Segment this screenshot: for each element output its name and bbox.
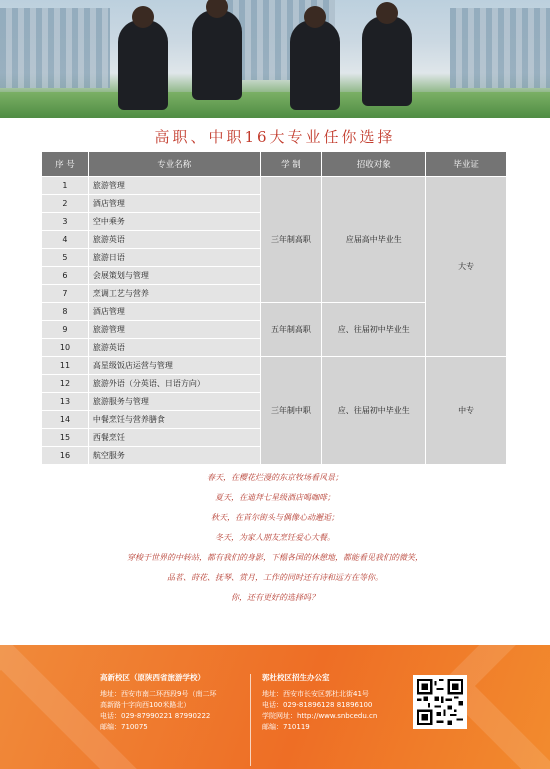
campus-guodu <box>262 672 402 733</box>
poem-line: 冬天，为家人朋友烹饪爱心大餐。 <box>215 533 335 542</box>
header-cell: 招收对象 <box>322 152 426 177</box>
graduate-figure <box>118 20 168 110</box>
website-label: 学院网址： <box>262 712 297 720</box>
certificate: 大专 <box>426 177 507 357</box>
table-header-row <box>42 152 507 177</box>
address-text: 高新路十字向西100米路北） <box>100 701 191 709</box>
major-name: 旅游日语 <box>88 249 260 267</box>
address-label: 地址： <box>262 690 283 698</box>
poem-line: 夏天，在迪拜七星级酒店喝咖啡； <box>215 493 335 502</box>
row-number: 1 <box>42 177 89 195</box>
table-row <box>42 177 507 195</box>
study-system: 三年制中职 <box>260 357 322 465</box>
header-cell: 序 号 <box>42 152 89 177</box>
major-name: 会展策划与管理 <box>88 267 260 285</box>
poem-line: 秋天，在首尔街头与偶像心动邂逅； <box>211 513 339 522</box>
poem-line: 品茗、莳花、抚琴、赏月，工作的同时还有诗和远方在等你。 <box>167 573 383 582</box>
major-name: 旅游英语 <box>88 339 260 357</box>
row-number: 12 <box>42 375 89 393</box>
qr-code-icon <box>413 675 467 729</box>
major-name: 高星级饭店运营与管理 <box>88 357 260 375</box>
row-number: 7 <box>42 285 89 303</box>
row-number: 14 <box>42 411 89 429</box>
enrollment-target: 应、往届初中毕业生 <box>322 303 426 357</box>
row-number: 9 <box>42 321 89 339</box>
poem-line: 穿梭于世界的中转站，都有我们的身影，下榻各国的休憩地，都能看见我们的微笑， <box>127 553 423 562</box>
graduate-figure <box>192 10 242 100</box>
table-row <box>42 357 507 375</box>
major-name: 航空服务 <box>88 447 260 465</box>
certificate: 中专 <box>426 357 507 465</box>
graduate-figure <box>290 20 340 110</box>
zip-code: 710119 <box>283 723 310 731</box>
address-label: 地址： <box>100 690 121 698</box>
website-link[interactable]: http://www.snbcedu.cn <box>297 712 378 720</box>
hero-photo <box>0 0 550 118</box>
majors-table <box>41 151 507 465</box>
row-number: 13 <box>42 393 89 411</box>
zip-code: 710075 <box>121 723 148 731</box>
poem <box>0 468 550 608</box>
study-system: 三年制高职 <box>260 177 322 303</box>
campus-name: 郭杜校区招生办公室 <box>262 673 330 682</box>
row-number: 16 <box>42 447 89 465</box>
campus-name: 高新校区（原陕西省旅游学校） <box>100 673 205 682</box>
building <box>0 8 110 88</box>
major-name: 酒店管理 <box>88 195 260 213</box>
major-name: 旅游外语（分英语、日语方向） <box>88 375 260 393</box>
enrollment-target: 应、往届初中毕业生 <box>322 357 426 465</box>
graduate-figure <box>362 16 412 106</box>
row-number: 3 <box>42 213 89 231</box>
campus-gaoxin <box>100 672 235 733</box>
major-name: 西餐烹饪 <box>88 429 260 447</box>
major-name: 旅游服务与管理 <box>88 393 260 411</box>
poem-line: 你，还有更好的选择吗？ <box>231 593 319 602</box>
row-number: 5 <box>42 249 89 267</box>
zip-label: 邮编： <box>262 723 283 731</box>
lawn <box>0 92 550 118</box>
address-text: 西安市南二环西段9号（南二环 <box>121 690 217 698</box>
major-name: 空中乘务 <box>88 213 260 231</box>
header-cell: 毕业证 <box>426 152 507 177</box>
zip-label: 邮编： <box>100 723 121 731</box>
phone-number: 029-87990221 87990222 <box>121 712 211 720</box>
major-name: 旅游英语 <box>88 231 260 249</box>
phone-label: 电话： <box>262 701 283 709</box>
major-name: 旅游管理 <box>88 177 260 195</box>
row-number: 4 <box>42 231 89 249</box>
row-number: 6 <box>42 267 89 285</box>
study-system: 五年制高职 <box>260 303 322 357</box>
header-cell: 专业名称 <box>88 152 260 177</box>
row-number: 10 <box>42 339 89 357</box>
major-name: 酒店管理 <box>88 303 260 321</box>
contact-footer <box>0 645 550 769</box>
phone-label: 电话： <box>100 712 121 720</box>
major-name: 烹调工艺与营养 <box>88 285 260 303</box>
phone-number: 029-81896128 81896100 <box>283 701 373 709</box>
major-name: 旅游管理 <box>88 321 260 339</box>
page-title: 高职、中职16大专业任你选择 <box>154 128 396 146</box>
divider <box>250 674 251 766</box>
row-number: 11 <box>42 357 89 375</box>
enrollment-target: 应届高中毕业生 <box>322 177 426 303</box>
row-number: 8 <box>42 303 89 321</box>
row-number: 15 <box>42 429 89 447</box>
row-number: 2 <box>42 195 89 213</box>
major-name: 中餐烹饪与营养膳食 <box>88 411 260 429</box>
poem-line: 春天，在樱花烂漫的东京牧场看风景； <box>207 473 343 482</box>
address-text: 西安市长安区郭杜北街41号 <box>283 690 369 698</box>
building <box>450 8 550 88</box>
header-cell: 学 制 <box>260 152 322 177</box>
